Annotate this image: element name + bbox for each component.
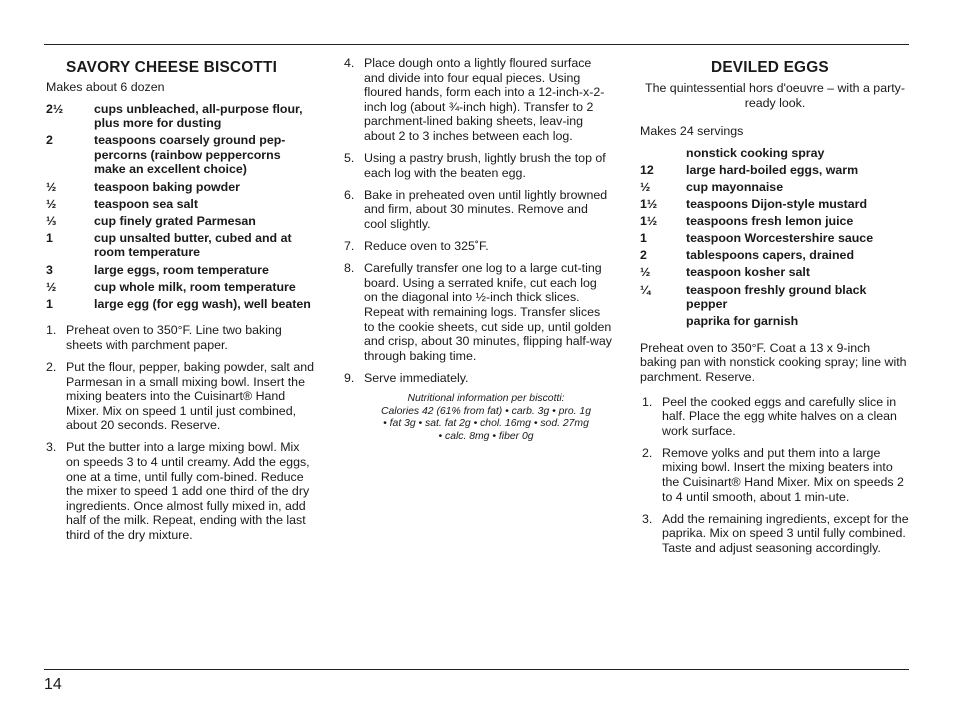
- ingredient-text: teaspoons fresh lemon juice: [686, 214, 854, 229]
- biscotti-ingredient-list: [44, 102, 314, 312]
- ingredient-row: [640, 146, 910, 161]
- step-item: [342, 56, 612, 144]
- ingredient-row: [44, 197, 314, 212]
- ingredient-qty: ½: [640, 265, 651, 280]
- step-item: [342, 239, 612, 254]
- ingredient-text: teaspoon kosher salt: [686, 265, 810, 280]
- ingredient-qty: 1: [640, 231, 647, 246]
- ingredient-qty: 1: [46, 296, 53, 311]
- ingredient-text: teaspoon freshly ground black pepper: [686, 282, 867, 312]
- deviled-eggs-yield: Makes 24 servings: [640, 124, 744, 139]
- nutrition-info: [342, 393, 612, 444]
- step-text: Place dough onto a lightly floured surface and divide into four equal pieces. Using floured hands, form each into a 12-inch-x-2-inch log (about ¾-inch high). Transfer to 2 parchment-lined baking sheets, leav-ing about 2 to 3 inches between each log.: [364, 56, 605, 143]
- ingredient-text: cup finely grated Parmesan: [94, 213, 256, 228]
- step-item: [342, 188, 612, 232]
- ingredient-qty: ½: [46, 279, 57, 294]
- ingredient-text: cups unbleached, all-purpose flour, plus more for dusting: [94, 101, 303, 131]
- ingredient-qty: 1: [46, 230, 53, 245]
- nutrition-heading: Nutritional information per biscotti:: [407, 392, 565, 404]
- step-text: Carefully transfer one log to a large cut-ting board. Using a serrated knife, cut each log on the diagonal into ½-inch thick slices. Repeat with remaining logs. Transfer slices to the cookie sheets, cut side up, until golden and crisp, about 30 minutes, flipping half-way through baking time.: [364, 261, 612, 363]
- ingredient-qty: ½: [46, 196, 57, 211]
- ingredient-row: [640, 180, 910, 195]
- ingredient-text: teaspoon sea salt: [94, 196, 198, 211]
- ingredient-row: [44, 102, 314, 131]
- step-text: Bake in preheated oven until lightly browned and firm, about 30 minutes. Remove and cool slightly.: [364, 187, 608, 231]
- step-text: Using a pastry brush, lightly brush the top of each log with the beaten egg.: [364, 151, 606, 180]
- ingredient-qty: 2: [640, 248, 647, 263]
- step-number: 3.: [46, 440, 57, 455]
- ingredient-row: [640, 231, 910, 246]
- ingredient-text: cup whole milk, room temperature: [94, 279, 296, 294]
- deviled-eggs-column: [640, 56, 910, 563]
- ingredient-qty: 2: [46, 133, 53, 148]
- step-number: 2.: [46, 360, 57, 374]
- ingredient-text: paprika for garnish: [686, 314, 799, 329]
- step-text: Add the remaining ingredients, except for the paprika. Mix on speed 3 until fully combined. Taste and adjust seasoning accordingly.: [662, 511, 909, 555]
- top-rule: [44, 44, 909, 45]
- ingredient-qty: 2½: [46, 101, 64, 116]
- ingredient-row: [44, 280, 314, 295]
- step-number: 5.: [344, 151, 355, 166]
- step-number: 8.: [344, 261, 355, 276]
- step-item: [44, 323, 314, 352]
- ingredient-qty: 12: [640, 162, 654, 177]
- preheat-instruction: Preheat oven to 350°F. Coat a 13 x 9-inch baking pan with nonstick cooking spray; line with parchment. Reserve.: [640, 340, 907, 384]
- ingredient-row: [640, 214, 910, 229]
- ingredient-text: teaspoons Dijon-style mustard: [686, 197, 868, 212]
- step-number: 6.: [344, 187, 355, 202]
- ingredient-text: large eggs, room temperature: [94, 262, 269, 277]
- step-number: 1.: [46, 323, 57, 338]
- nutrition-line: Calories 42 (61% from fat) • carb. 3g • pro. 1g: [381, 405, 591, 417]
- biscotti-title: SAVORY CHEESE BISCOTTI: [66, 59, 278, 76]
- step-text: Serve immediately.: [364, 370, 469, 385]
- ingredient-text: cup unsalted butter, cubed and at room temperature: [94, 230, 292, 260]
- step-number: 1.: [642, 394, 653, 409]
- ingredient-text: large egg (for egg wash), well beaten: [94, 296, 311, 311]
- ingredient-qty: ⅓: [46, 213, 57, 228]
- ingredient-row: [640, 197, 910, 212]
- ingredient-row: [44, 297, 314, 312]
- ingredient-text: teaspoons coarsely ground pep-percorns (rainbow peppercorns make an excellent choice): [94, 133, 286, 177]
- step-text: Preheat oven to 350°F. Line two baking sheets with parchment paper.: [66, 323, 282, 352]
- biscotti-column-2: [342, 56, 612, 444]
- step-item: [342, 261, 612, 363]
- deviled-eggs-title: DEVILED EGGS: [711, 59, 829, 76]
- step-text: Reduce oven to 325˚F.: [364, 239, 489, 254]
- biscotti-column-1: [44, 56, 314, 550]
- ingredient-qty: ½: [46, 179, 57, 194]
- ingredient-row: [640, 248, 910, 263]
- ingredient-row: [640, 283, 910, 312]
- ingredient-row: [44, 263, 314, 278]
- ingredient-text: cup mayonnaise: [686, 179, 784, 194]
- ingredient-row: [640, 163, 910, 178]
- step-item: [44, 360, 314, 433]
- step-number: 9.: [344, 370, 355, 385]
- ingredient-row: [640, 314, 910, 329]
- bottom-rule: [44, 669, 909, 670]
- ingredient-qty: ¼: [640, 282, 651, 297]
- nutrition-line: • calc. 8mg • fiber 0g: [438, 431, 534, 443]
- step-item: [342, 151, 612, 180]
- step-text: Put the butter into a large mixing bowl. Mix on speeds 3 to 4 until creamy. Add the eggs, one at a time, until fully com-bined. Reduce the mixer to speed 1 add one third of the dry ingredients. Once almost fully mixed in, add half of the milk. Repeat, ending with the last third of the dry mixture.: [66, 440, 310, 543]
- step-number: 2.: [642, 445, 653, 460]
- step-text: Remove yolks and put them into a large mixing bowl. Insert the mixing beaters into the Cuisinart® Hand Mixer. Mix on speeds 2 to 4 until smooth, about 1 min-ute.: [662, 445, 904, 504]
- ingredient-qty: ½: [640, 179, 651, 194]
- ingredient-row: [44, 180, 314, 195]
- ingredient-text: nonstick cooking spray: [686, 145, 825, 160]
- biscotti-yield: Makes about 6 dozen: [46, 80, 165, 94]
- ingredient-qty: [640, 146, 686, 161]
- ingredient-text: tablespoons capers, drained: [686, 248, 855, 263]
- step-text: Peel the cooked eggs and carefully slice in half. Place the egg white halves on a clean work surface.: [662, 394, 897, 438]
- step-number: 7.: [344, 239, 355, 254]
- ingredient-row: [640, 265, 910, 280]
- step-item: [640, 446, 910, 504]
- step-text: Put the flour, pepper, baking powder, salt and Parmesan in a small mixing bowl. Insert the mixing beaters into the Cuisinart® Hand Mixer. Mix on speed 1 until just combined, about 20 seconds. Reserve.: [66, 360, 314, 433]
- ingredient-row: [44, 231, 314, 260]
- step-item: [640, 512, 910, 556]
- ingredient-row: [44, 133, 314, 177]
- step-number: 4.: [344, 56, 355, 70]
- step-item: [44, 440, 314, 542]
- ingredient-text: teaspoon baking powder: [94, 179, 240, 194]
- ingredient-text: teaspoon Worcestershire sauce: [686, 231, 874, 246]
- ingredient-text: large hard-boiled eggs, warm: [686, 162, 859, 177]
- ingredient-row: [44, 214, 314, 229]
- nutrition-line: • fat 3g • sat. fat 2g • chol. 16mg • sod. 27mg: [383, 418, 589, 430]
- step-item: [342, 371, 612, 386]
- page-number: 14: [44, 676, 62, 693]
- step-item: [640, 395, 910, 439]
- step-number: 3.: [642, 511, 653, 526]
- ingredient-qty: [640, 314, 686, 329]
- deviled-eggs-intro: The quintessential hors d'oeuvre – with a party-ready look.: [645, 81, 905, 110]
- ingredient-qty: 3: [46, 262, 53, 277]
- deviled-eggs-ingredient-list: [640, 146, 910, 329]
- ingredient-qty: 1½: [640, 197, 658, 212]
- ingredient-qty: 1½: [640, 214, 658, 229]
